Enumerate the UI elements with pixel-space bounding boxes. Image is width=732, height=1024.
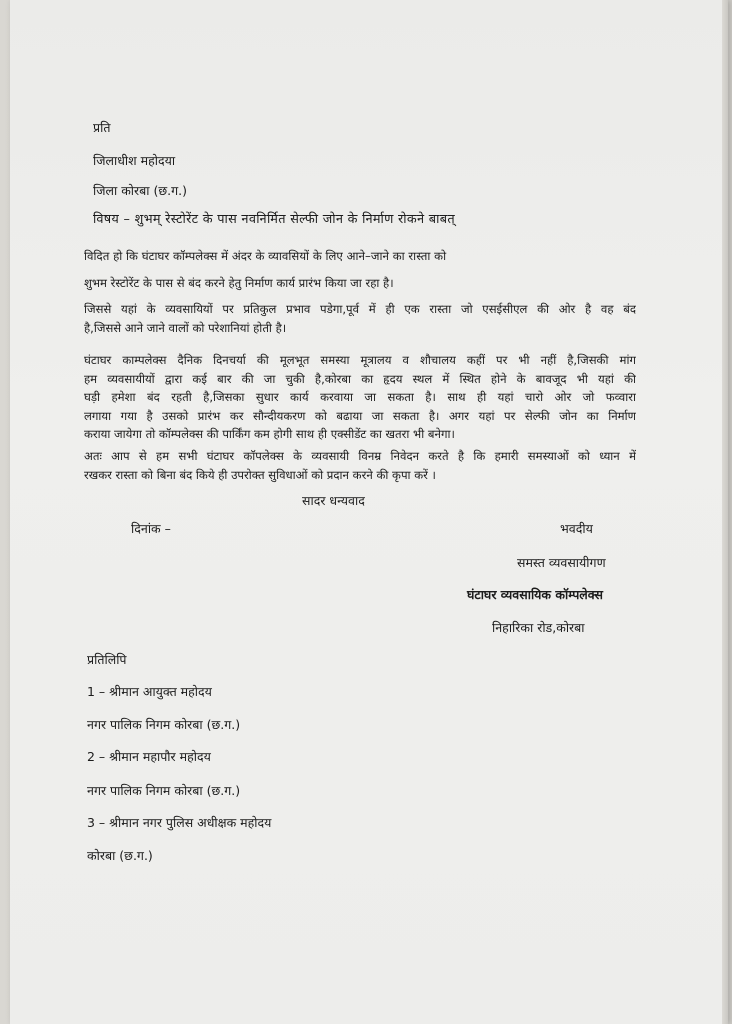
paragraph-3-line: घंटाघर काम्पलेक्स दैनिक दिनचर्या की मूलभूत समस्या मूत्रालय व शौचालय कहीं पर भी नहीं है,जिसकी मांग bbox=[84, 353, 636, 367]
subject-line: विषय – शुभम् रेस्टोरेंट के पास नवनिर्मित सेल्फी जोन के निर्माण रोकने बाबत् bbox=[93, 212, 455, 227]
letter-page bbox=[10, 0, 728, 1024]
to-line: प्रति bbox=[93, 120, 111, 135]
signoff-road: निहारिका रोड,कोरबा bbox=[492, 620, 585, 635]
paragraph-2-line: है,जिससे आने जाने वालों को परेशानियां होती है। bbox=[84, 320, 287, 335]
signoff-traders: समस्त व्यवसायीगण bbox=[517, 555, 606, 570]
copy-to-item-title: 1 – श्रीमान आयुक्त महोदय bbox=[87, 684, 212, 699]
paragraph-1-line: विदित हो कि घंटाघर कॉम्पलेक्स में अंदर के व्यावसियों के लिए आने–जाने का रास्ता को bbox=[84, 249, 447, 263]
paragraph-2 bbox=[84, 300, 636, 337]
copy-to-item-org: कोरबा (छ.ग.) bbox=[87, 848, 153, 863]
addressee-district: जिला कोरबा (छ.ग.) bbox=[93, 183, 187, 198]
signoff-complex: घंटाघर व्यवसायिक कॉम्पलेक्स bbox=[467, 587, 603, 602]
paragraph-3-line: लगाया गया है उसको प्रारंभ कर सौन्दीयकरण को बढाया जा सकता है। अगर यहां पर सेल्फी जोन का निर्माण bbox=[84, 408, 636, 423]
signoff-yours: भवदीय bbox=[560, 521, 593, 536]
paragraph-4-line: अतः आप से हम सभी घंटाघर कॉपलेक्स के व्यवसायी विनम्र निवेदन करते है कि हमारी समस्याओं को ध्यान में bbox=[84, 449, 636, 463]
paragraph-3 bbox=[84, 351, 636, 444]
paragraph-3-line: हम व्यवसायीयों द्वारा कई बार की जा चुकी है,कोरबा का हृदय स्थल में स्थित होने के बावजूद भी यहां की bbox=[84, 371, 636, 386]
paragraph-2-line: जिससे यहां के व्यवसायियों पर प्रतिकुल प्रभाव पडेगा,पूर्व में ही एक रास्ता जो एसईसीएल की ओर है वह बंद bbox=[84, 302, 636, 316]
date-label: दिनांक – bbox=[131, 521, 171, 536]
copy-to-heading: प्रतिलिपि bbox=[87, 652, 127, 667]
paragraph-4 bbox=[84, 447, 636, 484]
page-edge bbox=[722, 0, 728, 1024]
copy-to-item-org: नगर पालिक निगम कोरबा (छ.ग.) bbox=[87, 783, 241, 798]
thanks-line: सादर धन्यवाद bbox=[302, 493, 365, 508]
paragraph-4-line: रखकर रास्ता को बिना बंद किये ही उपरोक्त सुविधाओं को प्रदान करने की कृपा करें । bbox=[84, 467, 436, 482]
paragraph-1-line: शुभम रेस्टोरेंट के पास से बंद करने हेतु निर्माण कार्य प्रारंभ किया जा रहा है। bbox=[84, 276, 394, 290]
paragraph-3-line: घड़ी हमेशा बंद रहती है,जिसका सुधार कार्य करवाया जा सकता है। साथ ही यहां चारो ओर जो फव्वारा bbox=[84, 390, 636, 404]
copy-to-item-title: 2 – श्रीमान महापौर महोदय bbox=[87, 749, 211, 764]
paragraph-1 bbox=[84, 243, 636, 297]
copy-to-item-org: नगर पालिक निगम कोरबा (छ.ग.) bbox=[87, 717, 241, 732]
paragraph-3-line: कराया जायेगा तो कॉम्पलेक्स की पार्किंग कम होगी साथ ही एक्सीडेंट का खतरा भी बनेगा। bbox=[84, 427, 455, 441]
copy-to-item-title: 3 – श्रीमान नगर पुलिस अधीक्षक महोदय bbox=[87, 815, 272, 830]
addressee: जिलाधीश महोदया bbox=[93, 153, 176, 168]
